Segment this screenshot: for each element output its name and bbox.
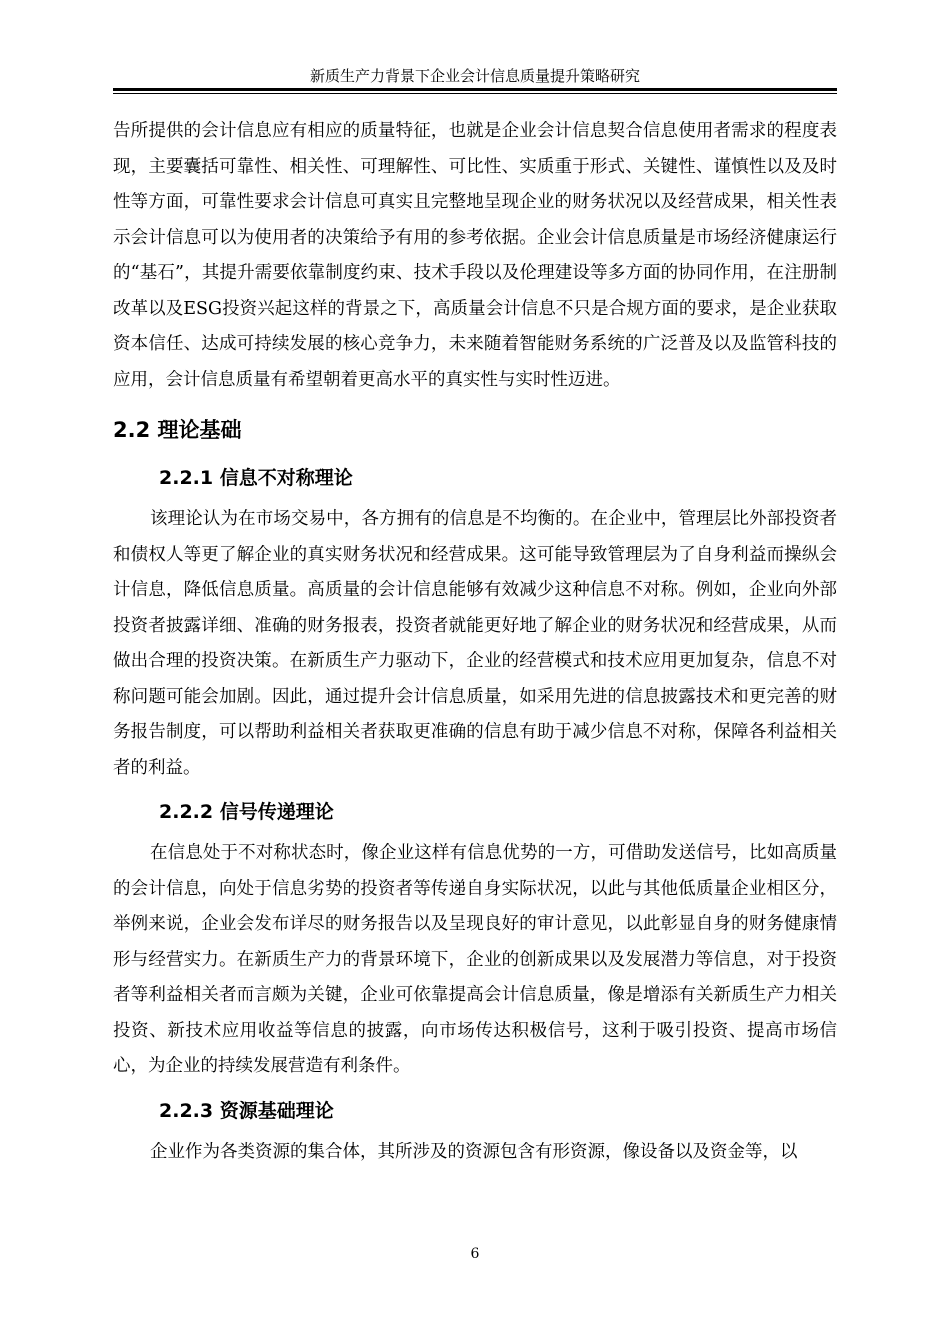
paragraph-signaling-theory: 在信息处于不对称状态时，像企业这样有信息优势的一方，可借助发送信号，比如高质量的会计信息，向处于信息劣势的投资者等传递自身实际状况，以此与其他低质量企业相区分，举例来说，企业会发布详尽的财务报告以及呈现良好的审计意见，以此彰显自身的财务健康情形与经营实力。在新质生产力的背景环境下，企业的创新成果以及发展潜力等信息，对于投资者等利益相关者而言颇为关键，企业可依靠提高会计信息质量，像是增添有关新质生产力相关投资、新技术应用收益等信息的披露，向市场传达积极信号，这利于吸引投资、提高市场信心，为企业的持续发展营造有利条件。 [113, 843, 837, 1076]
paragraph-resource-based-theory: 企业作为各类资源的集合体，其所涉及的资源包含有形资源，像设备以及资金等，以 [150, 1141, 798, 1162]
paragraph-continued: 告所提供的会计信息应有相应的质量特征，也就是企业会计信息契合信息使用者需求的程度表现，主要囊括可靠性、相关性、可理解性、可比性、实质重于形式、关键性、谨慎性以及及时性等方面，可靠性要求会计信息可真实且完整地呈现企业的财务状况以及经营成果，相关性表示会计信息可以为使用者的决策给予有用的参考依据。企业会计信息质量是市场经济健康运行的“基石”，其提升需要依靠制度约束、技术手段以及伦理建设等多方面的协同作用，在注册制改革以及ESG投资兴起这样的背景之下，高质量会计信息不只是合规方面的要求，是企业获取资本信任、达成可持续发展的核心竞争力，未来随着智能财务系统的广泛普及以及监管科技的应用，会计信息质量有希望朝着更高水平的真实性与实时性迈进。 [113, 121, 837, 390]
header-rule-thin [113, 93, 837, 94]
header-rule [113, 88, 837, 91]
section-heading-2-2: 2.2 理论基础 [113, 418, 242, 442]
document-body [113, 114, 837, 1170]
subsection-heading-2-2-3: 2.2.3 资源基础理论 [159, 1099, 334, 1122]
subsection-heading-2-2-2: 2.2.2 信号传递理论 [159, 801, 334, 823]
page-number: 6 [470, 1246, 480, 1262]
subsection-heading-2-2-1: 2.2.1 信息不对称理论 [159, 467, 353, 489]
paragraph-information-asymmetry: 该理论认为在市场交易中，各方拥有的信息是不均衡的。在企业中，管理层比外部投资者和债权人等更了解企业的真实财务状况和经营成果。这可能导致管理层为了自身利益而操纵会计信息，降低信息质量。高质量的会计信息能够有效减少这种信息不对称。例如，企业向外部投资者披露详细、准确的财务报表，投资者就能更好地了解企业的财务状况和经营成果，从而做出合理的投资决策。在新质生产力驱动下，企业的经营模式和技术应用更加复杂，信息不对称问题可能会加剧。因此，通过提升会计信息质量，如采用先进的信息披露技术和更完善的财务报告制度，可以帮助利益相关者获取更准确的信息有助于减少信息不对称，保障各利益相关者的利益。 [113, 509, 837, 778]
running-header: 新质生产力背景下企业会计信息质量提升策略研究 [309, 67, 640, 85]
